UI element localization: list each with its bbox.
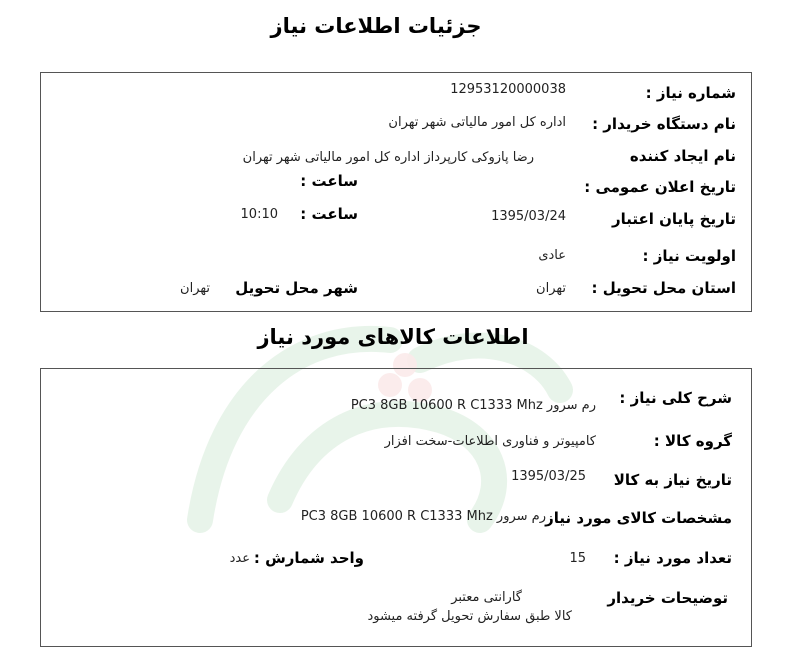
goods-spec-value: رم سرور PC3 8GB 10600 R C1333 Mhz: [300, 509, 546, 524]
delivery-province-label: استان محل تحویل :: [591, 279, 736, 297]
page-title: جزئیات اطلاعات نیاز: [270, 14, 482, 38]
delivery-city-value: تهران: [180, 281, 210, 296]
creator-value: رضا پازوکی کارپرداز اداره کل امور مالیاتی شهر تهران: [242, 150, 534, 165]
creator-label: نام ایجاد کننده: [629, 147, 736, 165]
validity-end-time: 10:10: [240, 207, 278, 222]
goods-group-label: گروه کالا :: [653, 432, 732, 450]
buyer-notes-line1: گارانتی معتبر: [451, 590, 522, 605]
validity-end-label: تاریخ پایان اعتبار: [611, 210, 736, 228]
buyer-org-value: اداره کل امور مالیاتی شهر تهران: [388, 115, 566, 130]
unit-label: واحد شمارش :: [253, 549, 364, 567]
quantity-label: تعداد مورد نیاز :: [613, 549, 732, 567]
buyer-notes-line2: کالا طبق سفارش تحویل گرفته میشود: [367, 609, 572, 624]
delivery-province-value: تهران: [536, 281, 566, 296]
priority-value: عادی: [538, 248, 566, 263]
delivery-city-label: شهر محل تحویل: [235, 279, 358, 297]
validity-end-date: 1395/03/24: [491, 209, 566, 224]
need-date-label: تاریخ نیاز به کالا: [613, 471, 732, 489]
public-announce-time-label: ساعت :: [300, 172, 358, 190]
need-number-label: شماره نیاز :: [645, 84, 736, 102]
general-desc-label: شرح کلی نیاز :: [619, 389, 732, 407]
goods-spec-label: مشخصات کالای مورد نیاز: [545, 509, 732, 527]
buyer-org-label: نام دستگاه خریدار :: [592, 115, 736, 133]
goods-group-value: کامپیوتر و فناوری اطلاعات-سخت افزار: [384, 434, 596, 449]
buyer-notes-label: توضیحات خریدار: [607, 589, 728, 607]
public-announce-label: تاریخ اعلان عمومی :: [584, 178, 736, 196]
quantity-value: 15: [569, 551, 586, 566]
need-date-value: 1395/03/25: [511, 469, 586, 484]
general-desc-value: رم سرور PC3 8GB 10600 R C1333 Mhz: [350, 398, 596, 413]
validity-end-time-label: ساعت :: [300, 205, 358, 223]
goods-section-title: اطلاعات کالاهای مورد نیاز: [257, 325, 529, 349]
unit-value: عدد: [229, 551, 250, 566]
priority-label: اولویت نیاز :: [642, 247, 736, 265]
need-number-value: 12953120000038: [450, 82, 566, 97]
